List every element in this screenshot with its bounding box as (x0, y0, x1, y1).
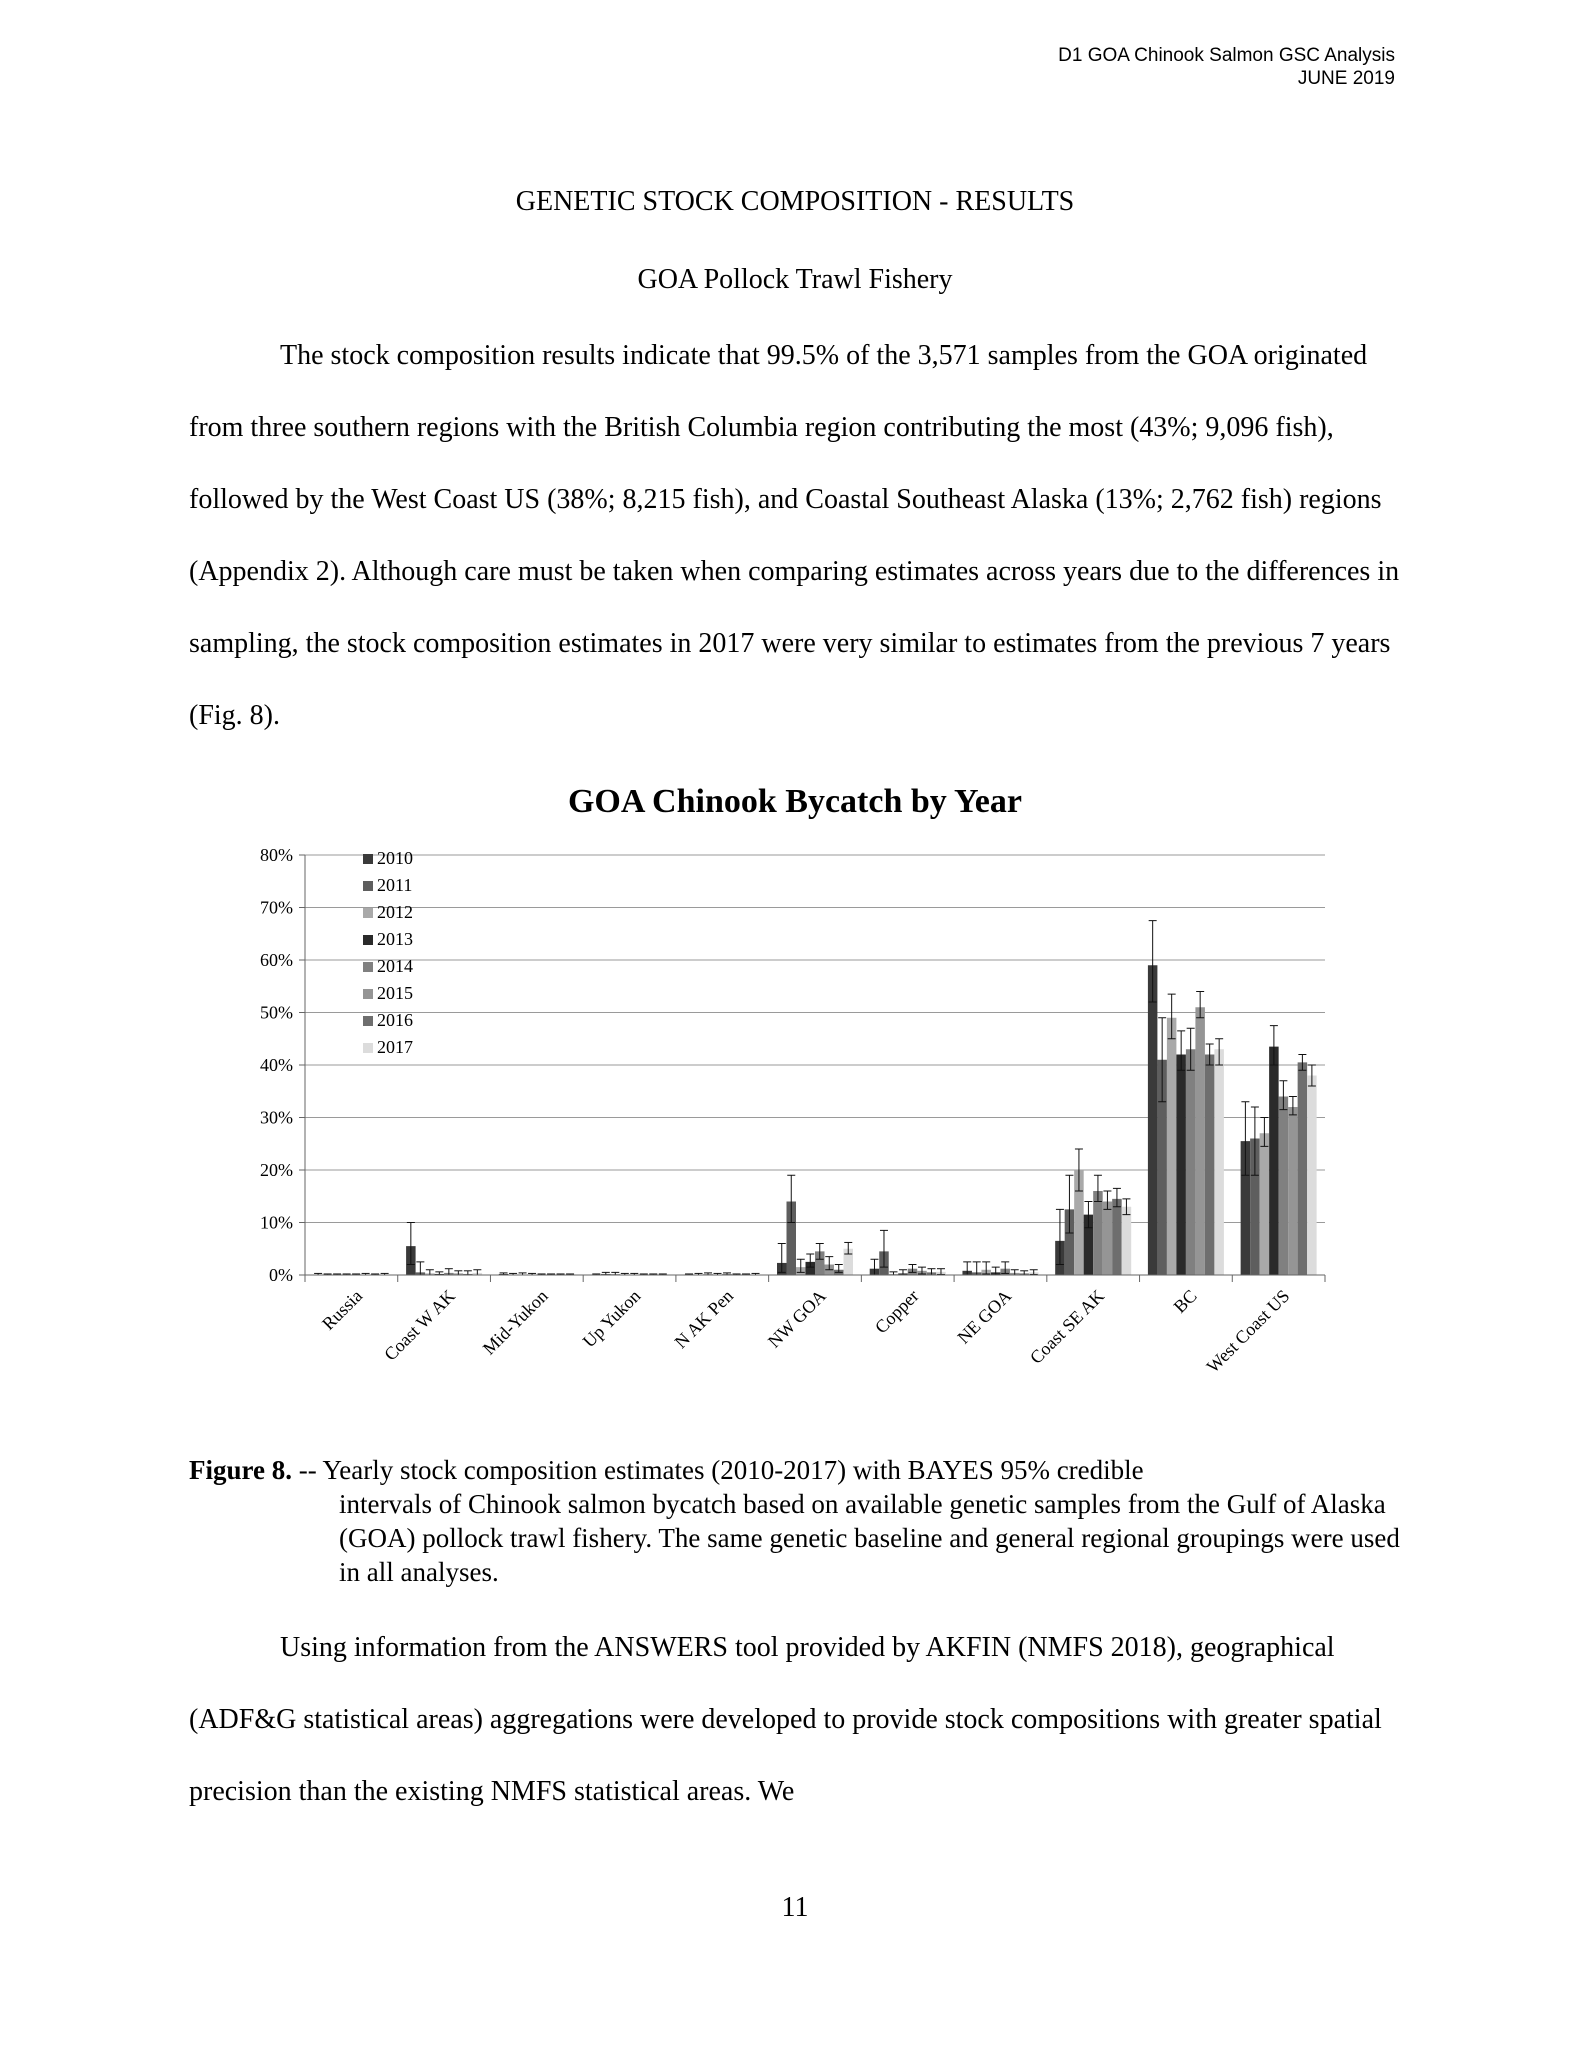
header-title: D1 GOA Chinook Salmon GSC Analysis (1058, 45, 1395, 66)
page-number: 11 (781, 1892, 809, 1923)
bar (1269, 1047, 1279, 1275)
legend-swatch (363, 962, 373, 972)
legend-swatch (363, 989, 373, 999)
legend-swatch (363, 854, 373, 864)
x-tick-label: Coast SE AK (1025, 1285, 1109, 1368)
chart-bars (313, 921, 1316, 1275)
legend-swatch (363, 1016, 373, 1026)
bar (1307, 1076, 1317, 1276)
figure-caption (189, 1453, 1404, 1589)
legend-label: 2010 (377, 848, 413, 868)
x-tick-label: Coast W AK (380, 1285, 459, 1365)
bar (1205, 1055, 1215, 1276)
x-tick-label: Copper (870, 1285, 923, 1338)
y-tick-label: 0% (269, 1265, 293, 1285)
bar (1122, 1207, 1132, 1275)
caption-text-rest: intervals of Chinook salmon bycatch based on available genetic samples from the Gulf of Alaska (GOA) pollock trawl fishery. The same genetic baseline and general regional groupings were used in all analyses. (339, 1489, 1400, 1587)
bar (1112, 1199, 1122, 1275)
x-tick-label: NW GOA (763, 1285, 830, 1352)
bar (1186, 1049, 1196, 1275)
x-tick-label: West Coast US (1202, 1285, 1294, 1377)
y-tick-label: 60% (260, 950, 293, 970)
y-tick-label: 80% (260, 845, 293, 865)
y-tick-label: 30% (260, 1107, 293, 1128)
x-tick-label: NE GOA (953, 1285, 1016, 1348)
bycatch-chart (0, 770, 1590, 1430)
legend-label: 2017 (377, 1037, 413, 1057)
y-tick-label: 50% (260, 1002, 293, 1023)
bar (1103, 1202, 1113, 1276)
legend-label: 2011 (377, 875, 413, 895)
chart-title: GOA Chinook Bycatch by Year (567, 783, 1023, 820)
section-title: GENETIC STOCK COMPOSITION - RESULTS (515, 186, 1075, 217)
legend-label: 2015 (377, 983, 413, 1003)
y-tick-label: 70% (260, 897, 293, 918)
bar (1214, 1049, 1224, 1275)
legend-label: 2012 (377, 902, 413, 922)
bar (1148, 965, 1158, 1275)
x-tick-label: Mid-Yukon (478, 1285, 552, 1359)
header-date: JUNE 2019 (1297, 68, 1395, 89)
chart-legend (363, 848, 413, 1057)
body-paragraph-2: Using information from the ANSWERS tool provided by AKFIN (NMFS 2018), geographical (ADF&G statistical areas) aggregations were developed to provide stock compositions with greater spatial precision than the existing NMFS statistical areas. We (189, 1632, 1382, 1807)
legend-swatch (363, 935, 373, 945)
legend-label: 2014 (377, 956, 413, 976)
bar (1093, 1191, 1103, 1275)
bar (1195, 1007, 1205, 1275)
bar (1176, 1055, 1186, 1276)
caption-label: Figure 8. (189, 1455, 292, 1485)
running-header (1058, 44, 1395, 90)
x-tick-label: Up Yukon (578, 1285, 645, 1352)
bar (1167, 1018, 1177, 1275)
bar (1279, 1097, 1289, 1276)
y-tick-label: 10% (260, 1212, 293, 1233)
bar (1288, 1107, 1298, 1275)
legend-swatch (363, 908, 373, 918)
legend-swatch (363, 1043, 373, 1053)
sub-title: GOA Pollock Trawl Fishery (637, 264, 953, 295)
legend-label: 2016 (377, 1010, 413, 1030)
legend-label: 2013 (377, 929, 413, 949)
y-tick-label: 20% (260, 1160, 293, 1180)
x-tick-label: BC (1169, 1285, 1201, 1317)
x-tick-label: Russia (318, 1285, 367, 1334)
x-tick-label: N AK Pen (670, 1285, 738, 1353)
y-tick-label: 40% (260, 1055, 293, 1075)
body-paragraph-1: The stock composition results indicate that 99.5% of the 3,571 samples from the GOA originated from three southern regions with the British Columbia region contributing the most (43%; 9,096 fish), followed by the West Coast US (38%; 8,215 fish), and Coastal Southeast Alaska (13%; 2,762 fish) regions (Appendix 2). Although care must be taken when comparing estimates across years due to the differences in sampling, the stock composition estimates in 2017 were very similar to estimates from the previous 7 years (Fig. 8). (189, 340, 1400, 731)
bar (1298, 1062, 1308, 1275)
bar (1260, 1133, 1270, 1275)
caption-text-first: -- Yearly stock composition estimates (2010-2017) with BAYES 95% credible (292, 1455, 1144, 1485)
legend-swatch (363, 881, 373, 891)
